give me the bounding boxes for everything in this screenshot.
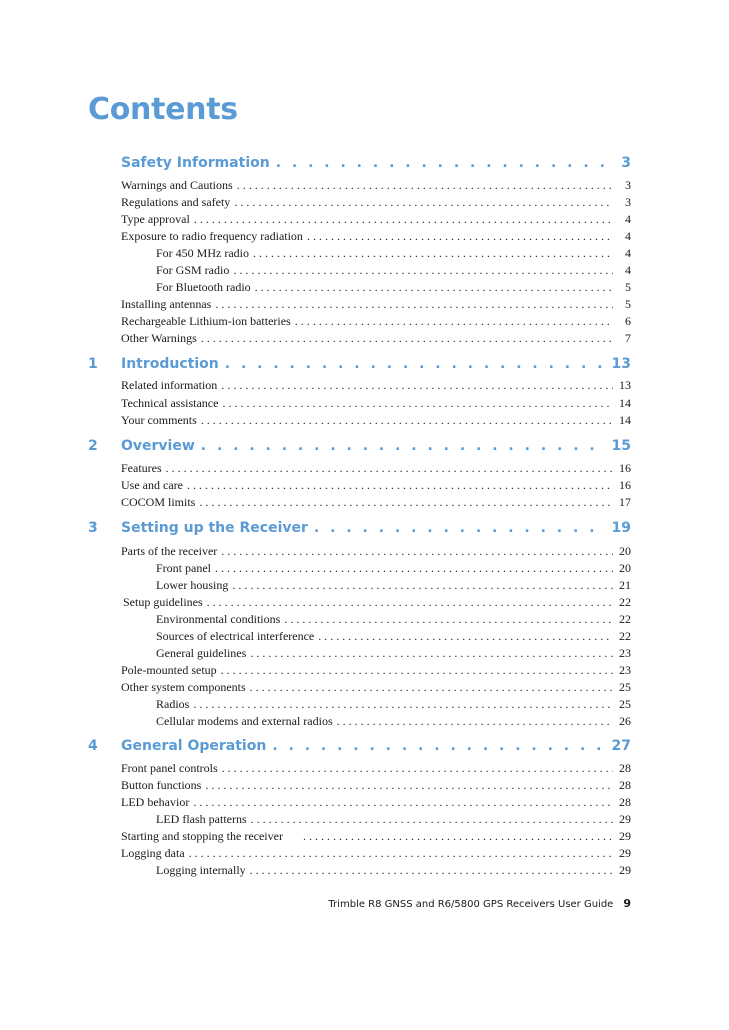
toc-entry[interactable] xyxy=(121,495,631,509)
entry-title: COCOM limits xyxy=(121,495,196,509)
dot-leader xyxy=(193,697,613,711)
dot-leader xyxy=(199,495,613,509)
dot-leader xyxy=(221,663,613,677)
toc-subentry[interactable] xyxy=(156,629,631,643)
toc-subentry[interactable] xyxy=(156,578,631,592)
chapter-number: 3 xyxy=(88,520,98,536)
page-title: Contents xyxy=(88,92,238,127)
entry-title: Type approval xyxy=(121,212,190,226)
dot-leader xyxy=(276,154,616,172)
entry-page: 28 xyxy=(619,778,631,792)
entry-page: 21 xyxy=(619,578,631,592)
toc-entry[interactable] xyxy=(121,680,631,694)
dot-leader xyxy=(225,355,606,373)
entry-page: 23 xyxy=(619,646,631,660)
entry-title: Technical assistance xyxy=(121,396,219,410)
chapter-title: Safety Information xyxy=(121,155,270,171)
dot-leader xyxy=(201,413,613,427)
toc-entry[interactable] xyxy=(121,314,631,328)
dot-leader xyxy=(251,812,613,826)
entry-title: Environmental conditions xyxy=(156,612,281,626)
toc-chapter[interactable] xyxy=(88,437,631,455)
entry-page: 25 xyxy=(619,697,631,711)
entry-page: 20 xyxy=(619,544,631,558)
entry-page: 17 xyxy=(619,495,631,509)
dot-leader xyxy=(237,178,613,192)
dot-leader xyxy=(201,331,613,345)
dot-leader xyxy=(222,396,613,410)
entry-page: 23 xyxy=(619,663,631,677)
dot-leader xyxy=(166,461,613,475)
toc-entry[interactable] xyxy=(121,761,631,775)
entry-page: 25 xyxy=(619,680,631,694)
toc-subentry[interactable] xyxy=(156,561,631,575)
entry-title: General guidelines xyxy=(156,646,247,660)
toc-subentry[interactable] xyxy=(156,612,631,626)
entry-page: 6 xyxy=(625,314,631,328)
entry-title: Button functions xyxy=(121,778,202,792)
entry-page: 5 xyxy=(625,297,631,311)
chapter-number: 2 xyxy=(88,438,98,454)
entry-page: 5 xyxy=(625,280,631,294)
toc-entry[interactable] xyxy=(121,544,631,558)
toc-entry[interactable] xyxy=(121,846,631,860)
toc-chapter[interactable] xyxy=(88,737,631,755)
entry-page: 28 xyxy=(619,761,631,775)
toc-entry[interactable] xyxy=(121,778,631,792)
entry-title: Radios xyxy=(156,697,190,711)
entry-title: Setup guidelines xyxy=(123,595,203,609)
toc-entry[interactable] xyxy=(121,663,631,677)
toc-entry[interactable] xyxy=(121,378,631,392)
page-footer xyxy=(0,897,631,910)
entry-page: 4 xyxy=(625,263,631,277)
entry-title: Parts of the receiver xyxy=(121,544,218,558)
dot-leader xyxy=(215,561,613,575)
entry-page: 3 xyxy=(625,195,631,209)
toc-entry[interactable] xyxy=(121,195,631,209)
dot-leader xyxy=(221,378,613,392)
toc-entry[interactable] xyxy=(121,461,631,475)
entry-page: 20 xyxy=(619,561,631,575)
entry-title: Front panel controls xyxy=(121,761,218,775)
toc-entry[interactable] xyxy=(121,829,631,843)
entry-page: 4 xyxy=(625,246,631,260)
entry-title: Other Warnings xyxy=(121,331,197,345)
chapter-title: Overview xyxy=(121,438,195,454)
entry-page: 28 xyxy=(619,795,631,809)
footer-guide-title: Trimble R8 GNSS and R6/5800 GPS Receivers User Guide xyxy=(328,899,614,910)
toc-entry[interactable] xyxy=(121,297,631,311)
entry-page: 4 xyxy=(625,212,631,226)
dot-leader xyxy=(215,297,613,311)
entry-page: 26 xyxy=(619,714,631,728)
toc-chapter[interactable] xyxy=(88,154,631,172)
entry-title: Rechargeable Lithium-ion batteries xyxy=(121,314,291,328)
toc-subentry[interactable] xyxy=(156,863,631,877)
entry-title: Features xyxy=(121,461,162,475)
entry-page: 22 xyxy=(619,629,631,643)
dot-leader xyxy=(284,612,613,626)
toc-entry[interactable] xyxy=(121,795,631,809)
toc-entry[interactable] xyxy=(123,595,631,609)
dot-leader xyxy=(221,544,613,558)
dot-leader xyxy=(193,795,613,809)
toc-chapter[interactable] xyxy=(88,355,631,373)
dot-leader xyxy=(201,437,606,455)
toc-subentry[interactable] xyxy=(156,280,631,294)
entry-page: 13 xyxy=(619,378,631,392)
entry-title: Front panel xyxy=(156,561,211,575)
dot-leader xyxy=(337,714,613,728)
dot-leader xyxy=(250,646,613,660)
toc-entry[interactable] xyxy=(121,396,631,410)
entry-title: Warnings and Cautions xyxy=(121,178,233,192)
entry-title: Logging internally xyxy=(156,863,246,877)
entry-page: 29 xyxy=(619,863,631,877)
entry-title: Lower housing xyxy=(156,578,229,592)
toc-chapter[interactable] xyxy=(88,519,631,537)
chapter-title: General Operation xyxy=(121,738,267,754)
dot-leader xyxy=(233,263,613,277)
entry-page: 29 xyxy=(619,812,631,826)
dot-leader xyxy=(303,829,613,843)
dot-leader xyxy=(253,246,613,260)
toc-subentry[interactable] xyxy=(156,812,631,826)
dot-leader xyxy=(189,846,613,860)
dot-leader xyxy=(255,280,613,294)
entry-page: 16 xyxy=(619,461,631,475)
toc-entry[interactable] xyxy=(121,212,631,226)
entry-title: For GSM radio xyxy=(156,263,230,277)
chapter-page: 27 xyxy=(611,738,631,754)
entry-title: Use and care xyxy=(121,478,183,492)
dot-leader xyxy=(314,519,606,537)
entry-title: Sources of electrical interference xyxy=(156,629,315,643)
dot-leader xyxy=(272,737,605,755)
toc-subentry[interactable] xyxy=(156,263,631,277)
entry-title: For 450 MHz radio xyxy=(156,246,249,260)
entry-page: 29 xyxy=(619,846,631,860)
dot-leader xyxy=(250,680,613,694)
chapter-page: 3 xyxy=(621,155,631,171)
footer-page-number: 9 xyxy=(623,897,631,910)
entry-title: For Bluetooth radio xyxy=(156,280,251,294)
entry-title: Exposure to radio frequency radiation xyxy=(121,229,303,243)
entry-page: 29 xyxy=(619,829,631,843)
chapter-number: 4 xyxy=(88,738,98,754)
entry-page: 4 xyxy=(625,229,631,243)
toc-subentry[interactable] xyxy=(156,646,631,660)
toc-subentry[interactable] xyxy=(156,714,631,728)
dot-leader xyxy=(250,863,613,877)
dot-leader xyxy=(295,314,613,328)
chapter-page: 15 xyxy=(611,438,631,454)
entry-title: Starting and stopping the receiver xyxy=(121,829,283,843)
chapter-page: 13 xyxy=(611,356,631,372)
entry-page: 16 xyxy=(619,478,631,492)
toc-entry[interactable] xyxy=(121,478,631,492)
entry-title: Pole-mounted setup xyxy=(121,663,217,677)
chapter-title: Setting up the Receiver xyxy=(121,520,308,536)
toc-entry[interactable] xyxy=(121,413,631,427)
entry-title: Other system components xyxy=(121,680,246,694)
chapter-number: 1 xyxy=(88,356,98,372)
toc-subentry[interactable] xyxy=(156,246,631,260)
dot-leader xyxy=(232,578,613,592)
entry-title: LED behavior xyxy=(121,795,190,809)
entry-title: LED flash patterns xyxy=(156,812,247,826)
dot-leader xyxy=(307,229,613,243)
toc-entry[interactable] xyxy=(121,229,631,243)
entry-title: Installing antennas xyxy=(121,297,212,311)
chapter-page: 19 xyxy=(611,520,631,536)
toc-entry[interactable] xyxy=(121,331,631,345)
entry-title: Related information xyxy=(121,378,218,392)
dot-leader xyxy=(318,629,613,643)
toc-entry[interactable] xyxy=(121,178,631,192)
entry-title: Your comments xyxy=(121,413,197,427)
dot-leader xyxy=(205,778,613,792)
entry-page: 14 xyxy=(619,413,631,427)
dot-leader xyxy=(187,478,613,492)
entry-page: 14 xyxy=(619,396,631,410)
entry-page: 7 xyxy=(625,331,631,345)
entry-title: Cellular modems and external radios xyxy=(156,714,333,728)
entry-page: 3 xyxy=(625,178,631,192)
dot-leader xyxy=(222,761,613,775)
dot-leader xyxy=(207,595,613,609)
entry-title: Regulations and safety xyxy=(121,195,231,209)
dot-leader xyxy=(194,212,613,226)
dot-leader xyxy=(234,195,613,209)
chapter-title: Introduction xyxy=(121,356,219,372)
entry-page: 22 xyxy=(619,612,631,626)
entry-page: 22 xyxy=(619,595,631,609)
entry-title: Logging data xyxy=(121,846,185,860)
toc-subentry[interactable] xyxy=(156,697,631,711)
